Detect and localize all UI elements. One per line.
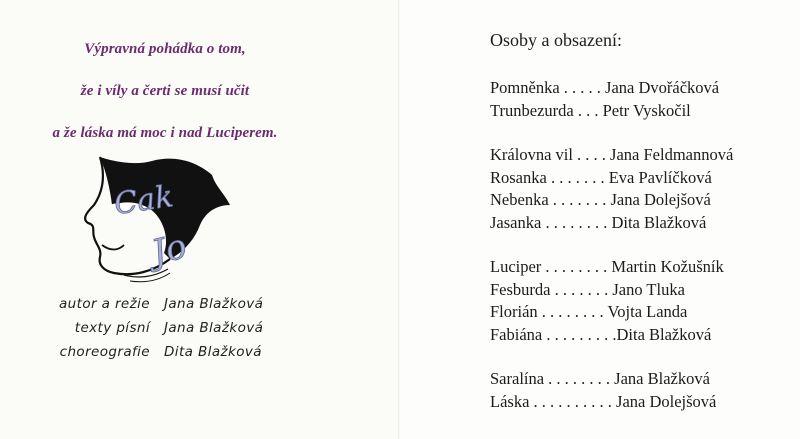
credit-name: Jana Blažková xyxy=(164,296,264,312)
credit-role: autor a režie xyxy=(59,296,150,312)
credit-role: choreografie xyxy=(59,344,150,360)
svg-text:Jo: Jo xyxy=(147,226,191,274)
cast-row: Nebenka . . . . . . . Jana Dolejšová xyxy=(490,190,711,209)
cast-group xyxy=(490,368,733,413)
credit-row xyxy=(18,292,263,316)
credit-name: Dita Blažková xyxy=(164,344,262,360)
cast-group xyxy=(490,256,733,346)
theatre-face-logo-icon xyxy=(78,153,238,294)
credit-name: Jana Blažková xyxy=(164,320,264,336)
credit-row xyxy=(18,340,263,364)
tagline-line-1: Výpravná pohádka o tom, xyxy=(84,41,246,57)
tagline-line-2: že i víly a čerti se musí učit xyxy=(80,83,250,99)
credit-role: texty písní xyxy=(74,320,150,336)
cast-row: Fesburda . . . . . . . Jano Tluka xyxy=(490,279,685,299)
cast-row: Florián . . . . . . . . Vojta Landa xyxy=(490,302,688,321)
cast-title: Osoby a obsazení: xyxy=(490,30,622,50)
cast-group xyxy=(490,77,733,122)
cast-row: Saralína . . . . . . . . Jana Blažková xyxy=(490,369,710,388)
cast-row: Láska . . . . . . . . . . Jana Dolejšová xyxy=(490,391,717,411)
svg-text:Cak: Cak xyxy=(112,179,176,223)
cast-row: Trunbezurda . . . Petr Vyskočil xyxy=(490,100,691,120)
cast-list xyxy=(490,77,733,435)
credits-list xyxy=(18,292,263,364)
cast-row: Luciper . . . . . . . . Martin Kožušník xyxy=(490,257,724,276)
cast-group xyxy=(490,144,733,234)
credit-row xyxy=(18,316,263,340)
cast-row: Rosanka . . . . . . . Eva Pavlíčková xyxy=(490,167,712,187)
cast-row: Jasanka . . . . . . . . Dita Blažková xyxy=(490,212,707,232)
cast-row: Královna vil . . . . Jana Feldmannová xyxy=(490,145,734,164)
cast-row: Fabiána . . . . . . . . .Dita Blažková xyxy=(490,324,712,344)
tagline-line-3: a že láska má moc i nad Luciperem. xyxy=(52,125,278,141)
cast-row: Pomněnka . . . . . Jana Dvořáčková xyxy=(490,78,720,97)
